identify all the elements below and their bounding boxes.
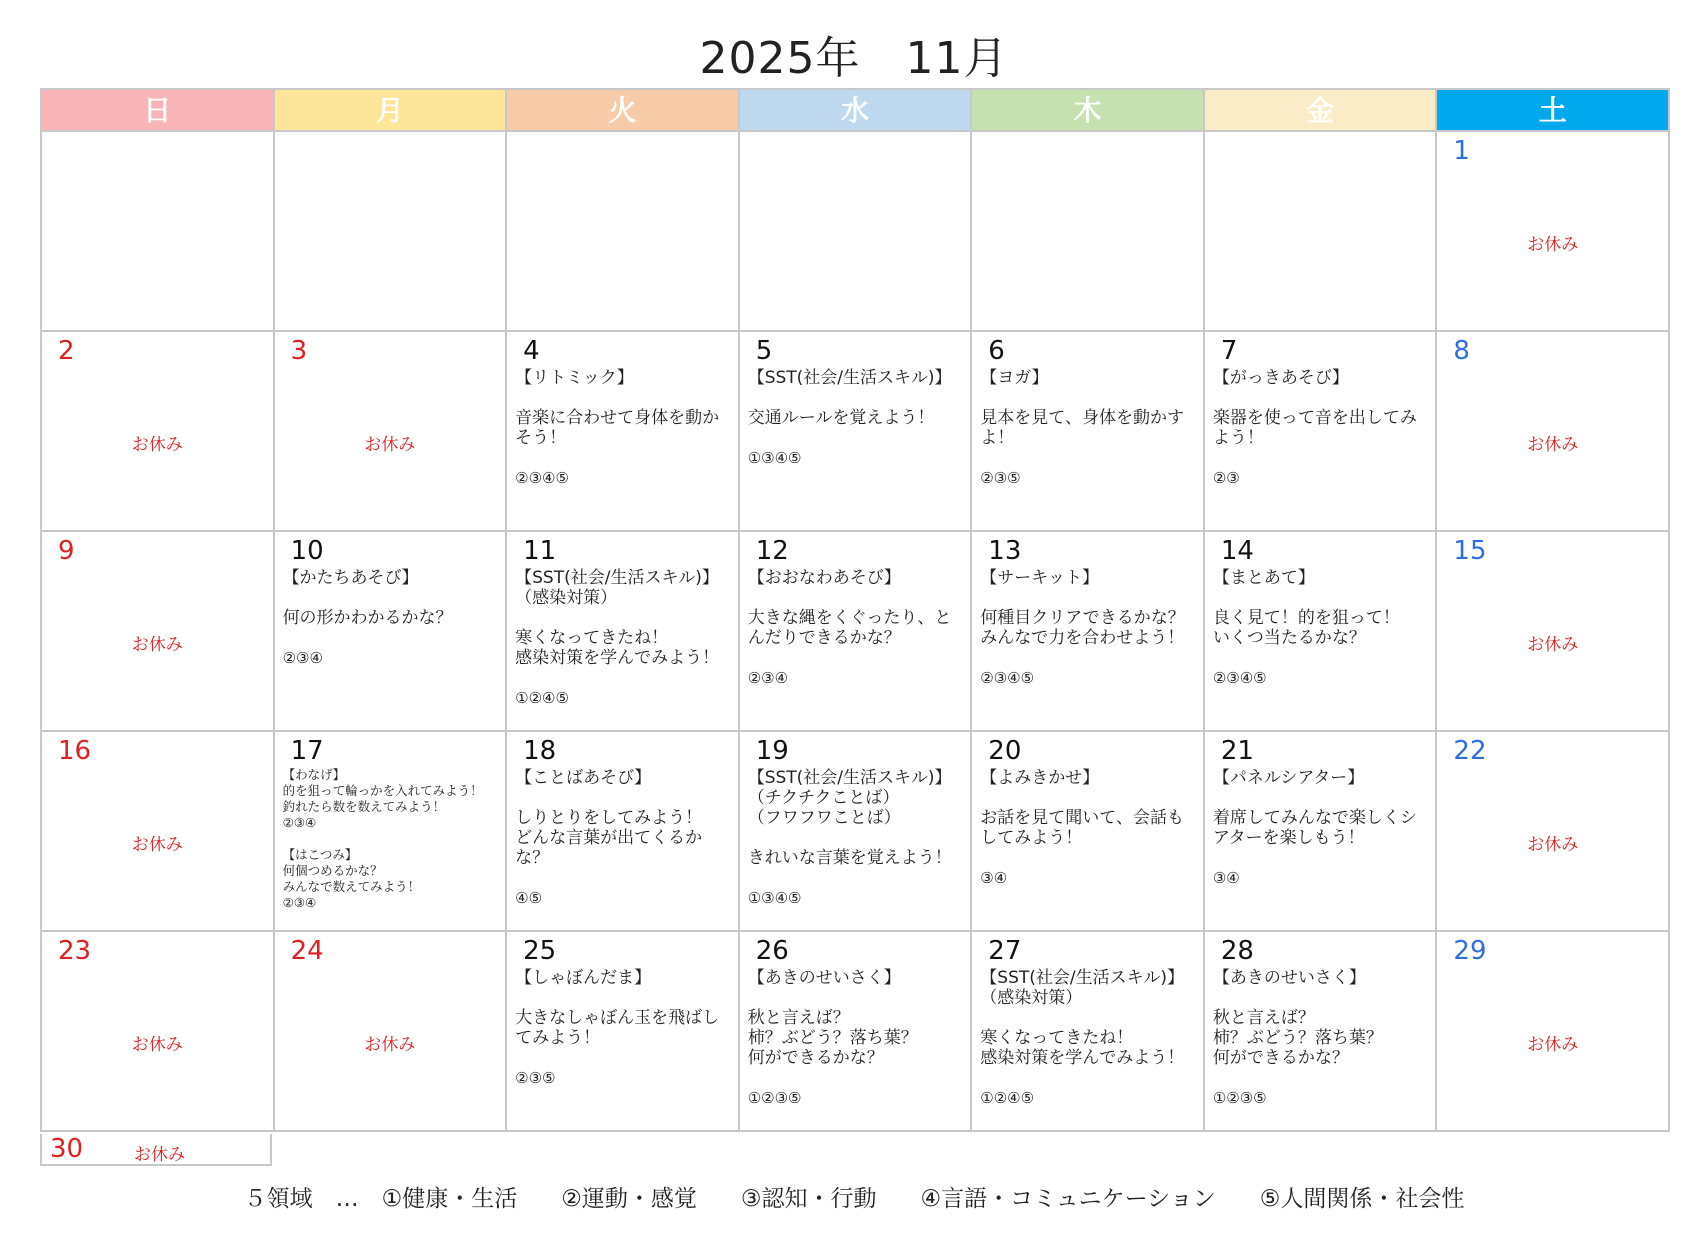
day-number: 18 bbox=[523, 736, 557, 766]
day-off-label: お休み bbox=[131, 835, 183, 855]
activity-title: 【パネルシアター】 bbox=[1212, 768, 1365, 788]
day-cell bbox=[42, 932, 275, 1132]
activity-title: 【SST(社会/生活スキル)】 （感染対策） bbox=[980, 968, 1185, 1008]
day-cell bbox=[740, 732, 973, 932]
activity-domains: ②③④ bbox=[282, 649, 323, 667]
activity-domains: ②③④⑤ bbox=[980, 669, 1035, 687]
weekday-header: 土 bbox=[1437, 90, 1670, 132]
day-number: 3 bbox=[290, 336, 308, 366]
weekday-header: 木 bbox=[972, 90, 1205, 132]
activity-title: 【あきのせいさく】 bbox=[747, 968, 901, 988]
activity-domains: ②③④⑤ bbox=[515, 469, 569, 487]
activity-title: 【SST(社会/生活スキル)】 bbox=[747, 368, 952, 388]
legend-item: ④言語・コミュニケーション bbox=[920, 1186, 1216, 1212]
activity-title: 【SST(社会/生活スキル)】 （チクチクことば） （フワフワことば） bbox=[747, 768, 952, 828]
activity-description: お話を見て聞いて、会話も してみよう！ bbox=[980, 808, 1184, 848]
day-number: 26 bbox=[755, 936, 789, 966]
activity-title: 【がっきあそび】 bbox=[1212, 368, 1349, 388]
day-number: 22 bbox=[1453, 736, 1487, 766]
activity-description: 寒くなってきたね！ 感染対策を学んでみよう！ bbox=[980, 1028, 1185, 1068]
activity-title: 【ヨガ】 bbox=[980, 368, 1049, 388]
activity-domains: ④⑤ bbox=[515, 889, 543, 907]
day-cell bbox=[42, 732, 275, 932]
activity-description: 秋と言えば？ 柿？ぶどう？落ち葉？ 何ができるかな？ bbox=[747, 1008, 918, 1068]
day-off-label: お休み bbox=[131, 1035, 183, 1055]
day-off-label: お休み bbox=[1527, 835, 1579, 855]
day-cell bbox=[275, 332, 508, 532]
activity-domains: ①③④⑤ bbox=[747, 449, 802, 467]
activity-description: 交通ルールを覚えよう！ bbox=[747, 408, 935, 428]
activity-title: 【サーキット】 bbox=[980, 568, 1099, 588]
day-cell bbox=[1205, 732, 1438, 932]
legend-item: ５領域 … ①健康・生活 bbox=[243, 1186, 518, 1212]
day-number: 9 bbox=[58, 536, 75, 566]
activity-description: 秋と言えば？ 柿？ぶどう？落ち葉？ 何ができるかな？ bbox=[1212, 1008, 1383, 1068]
activity-description: 大きなしゃぼん玉を飛ばし てみよう！ bbox=[515, 1008, 720, 1048]
day-cell bbox=[507, 332, 740, 532]
day-number: 8 bbox=[1453, 336, 1470, 366]
day-cell bbox=[1437, 532, 1670, 732]
day-off-label: お休み bbox=[131, 435, 183, 455]
activity-title: 【SST(社会/生活スキル)】 （感染対策） bbox=[515, 568, 719, 608]
day-cell bbox=[1437, 732, 1670, 932]
day-off-label: お休み bbox=[131, 635, 183, 655]
empty-cell bbox=[507, 132, 740, 332]
activity-domains: ③④ bbox=[1212, 869, 1240, 887]
empty-cell bbox=[972, 132, 1205, 332]
day-number: 28 bbox=[1220, 936, 1254, 966]
activity-title: 【ことばあそび】 bbox=[515, 768, 652, 788]
day-cell bbox=[1205, 332, 1438, 532]
empty-cell bbox=[740, 132, 973, 332]
activity-title: 【まとあて】 bbox=[1212, 568, 1315, 588]
activity-description: 音楽に合わせて身体を動か そう！ bbox=[515, 408, 720, 448]
activity-description: 大きな縄をくぐったり、と んだりできるかな？ bbox=[747, 608, 952, 648]
weekday-header: 火 bbox=[507, 90, 740, 132]
activity-domains: ②③⑤ bbox=[980, 469, 1021, 487]
day-off-label: お休み bbox=[1527, 435, 1579, 455]
day-number: 15 bbox=[1453, 536, 1487, 566]
activity-title: 【しゃぼんだま】 bbox=[515, 968, 652, 988]
day-number: 23 bbox=[58, 936, 92, 966]
day-number: 17 bbox=[290, 736, 324, 766]
day-cell bbox=[1437, 932, 1670, 1132]
activity-title: 【リトミック】 bbox=[515, 368, 634, 388]
day-off-label: お休み bbox=[134, 1145, 185, 1165]
activity-domains: ①③④⑤ bbox=[747, 889, 802, 907]
day-off-label: お休み bbox=[364, 1035, 416, 1055]
day-number: 29 bbox=[1453, 936, 1487, 966]
activity-domains: ③④ bbox=[980, 869, 1008, 887]
day-cell bbox=[507, 732, 740, 932]
day-cell bbox=[1437, 332, 1670, 532]
legend-item: ⑤人間関係・社会性 bbox=[1259, 1186, 1465, 1212]
legend-item: ③認知・行動 bbox=[740, 1186, 877, 1212]
day-number: 16 bbox=[58, 736, 92, 766]
activity-description: 見本を見て、身体を動かす よ！ bbox=[980, 408, 1184, 448]
day-cell bbox=[42, 532, 275, 732]
day-cell bbox=[740, 932, 973, 1132]
day-off-label: お休み bbox=[1527, 1035, 1579, 1055]
activity-domains: ②③⑤ bbox=[515, 1069, 556, 1087]
activity-domains: ①②④⑤ bbox=[515, 689, 569, 707]
activity-domains: ①②④⑤ bbox=[980, 1089, 1035, 1107]
activity-description: 何の形かわかるかな？ bbox=[282, 608, 453, 628]
day-cell bbox=[972, 732, 1205, 932]
weekday-header: 日 bbox=[42, 90, 275, 132]
activity-title: 【かたちあそび】 bbox=[282, 568, 419, 588]
weekday-header: 金 bbox=[1205, 90, 1438, 132]
day-off-label: お休み bbox=[1527, 235, 1579, 255]
day-number: 30 bbox=[50, 1134, 84, 1164]
activity-domains: ②③ bbox=[1212, 469, 1240, 487]
calendar-grid bbox=[40, 88, 1670, 1132]
day-cell bbox=[972, 332, 1205, 532]
empty-cell bbox=[1205, 132, 1438, 332]
legend-item: ②運動・感覚 bbox=[561, 1186, 697, 1212]
day-off-label: お休み bbox=[1527, 635, 1579, 655]
day-cell bbox=[972, 532, 1205, 732]
day-number: 10 bbox=[290, 536, 324, 566]
activity-description: きれいな言葉を覚えよう！ bbox=[747, 848, 952, 868]
day-cell bbox=[1437, 132, 1670, 332]
day-number: 1 bbox=[1453, 136, 1470, 166]
activity-notes: 【わなげ】 的を狙って輪っかを入れてみよう！ 釣れたら数を数えてみよう！ ②③④ 【はこつみ】 何個つめるかな？ みんなで数えてみよう！ ②③④ bbox=[282, 767, 483, 910]
day-number: 25 bbox=[523, 936, 557, 966]
day-number: 24 bbox=[290, 936, 324, 966]
day-cell bbox=[275, 932, 508, 1132]
day-number: 7 bbox=[1220, 336, 1238, 366]
day-cell bbox=[275, 532, 508, 732]
calendar-title: 2025年 11月 bbox=[699, 33, 1009, 84]
day-cell bbox=[740, 532, 973, 732]
day-number: 4 bbox=[523, 336, 540, 366]
weekday-header: 水 bbox=[740, 90, 973, 132]
activity-title: 【おおなわあそび】 bbox=[747, 568, 901, 588]
day-cell bbox=[42, 332, 275, 532]
activity-domains: ①②③⑤ bbox=[1212, 1089, 1267, 1107]
activity-description: しりとりをしてみよう！ どんな言葉が出てくるか な？ bbox=[515, 808, 703, 868]
domain-legend bbox=[0, 1180, 1708, 1213]
activity-description: 着席してみんなで楽しくシ アターを楽しもう！ bbox=[1212, 808, 1417, 848]
activity-title: 【あきのせいさく】 bbox=[1212, 968, 1366, 988]
activity-domains: ②③④⑤ bbox=[1212, 669, 1267, 687]
empty-cell bbox=[42, 132, 275, 332]
day-cell bbox=[507, 532, 740, 732]
day-cell bbox=[507, 932, 740, 1132]
day-cell bbox=[1205, 532, 1438, 732]
day-number: 2 bbox=[58, 336, 75, 366]
activity-description: 何種目クリアできるかな？ みんなで力を合わせよう！ bbox=[980, 608, 1185, 648]
activity-title: 【よみきかせ】 bbox=[980, 768, 1100, 788]
day-cell bbox=[1205, 932, 1438, 1132]
day-cell bbox=[972, 932, 1205, 1132]
activity-description: 楽器を使って音を出してみ よう！ bbox=[1212, 408, 1417, 448]
day-number: 20 bbox=[988, 736, 1022, 766]
day-number: 11 bbox=[523, 536, 557, 566]
day-number: 27 bbox=[988, 936, 1022, 966]
empty-cell bbox=[275, 132, 508, 332]
day-number: 5 bbox=[755, 336, 773, 366]
day-number: 13 bbox=[988, 536, 1022, 566]
day-off-label: お休み bbox=[364, 435, 416, 455]
day-number: 19 bbox=[755, 736, 789, 766]
weekday-header: 月 bbox=[275, 90, 508, 132]
activity-description: 良く見て！的を狙って！ いくつ当たるかな？ bbox=[1212, 608, 1400, 648]
day-cell bbox=[740, 332, 973, 532]
day-number: 12 bbox=[755, 536, 789, 566]
day-cell-30 bbox=[40, 1134, 272, 1166]
day-number: 14 bbox=[1220, 536, 1254, 566]
activity-domains: ①②③⑤ bbox=[747, 1089, 802, 1107]
activity-description: 寒くなってきたね！ 感染対策を学んでみよう！ bbox=[515, 628, 720, 668]
activity-domains: ②③④ bbox=[747, 669, 789, 687]
day-number: 21 bbox=[1220, 736, 1254, 766]
day-cell bbox=[275, 732, 508, 932]
day-number: 6 bbox=[988, 336, 1005, 366]
